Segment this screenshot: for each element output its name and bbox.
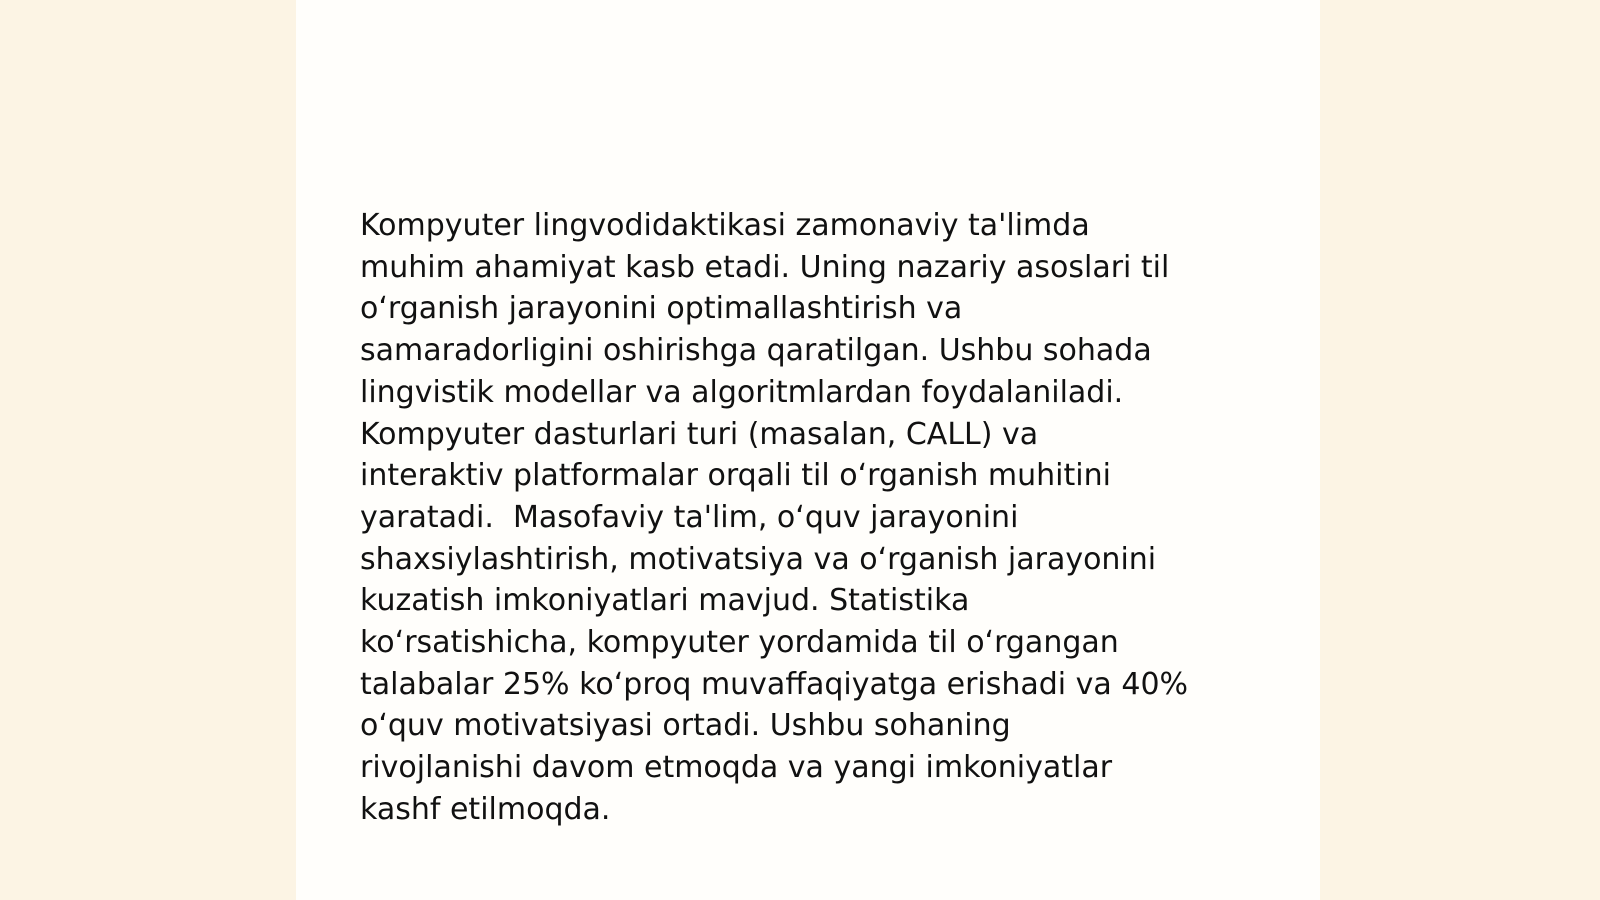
paragraph-line: Kompyuter dasturlari turi (masalan, CALL) va [360,416,1039,452]
paragraph-line: interaktiv platformalar orqali til oʻrganish muhitini [360,458,1111,494]
paragraph-line: koʻrsatishicha, kompyuter yordamida til oʻrgangan [360,625,1119,661]
paragraph-line: kashf etilmoqda. [360,791,611,827]
paragraph-line: shaxsiylashtirish, motivatsiya va oʻrganish jarayonini [360,541,1157,577]
paragraph-line: muhim ahamiyat kasb etadi. Uning nazariy asoslari til [360,249,1170,285]
paragraph-line: lingvistik modellar va algoritmlardan foydalaniladi. [360,374,1124,410]
right-margin-background [1320,0,1600,900]
body-paragraph [360,205,1260,831]
paragraph-line: rivojlanishi davom etmoqda va yangi imkoniyatlar [360,750,1113,786]
paragraph-line: oʻrganish jarayonini optimallashtirish va [360,291,963,327]
paragraph-line: oʻquv motivatsiyasi ortadi. Ushbu sohaning [360,708,1011,744]
paragraph-line: Kompyuter lingvodidaktikasi zamonaviy ta'limda [360,208,1090,243]
paragraph-line: samaradorligini oshirishga qaratilgan. Ushbu sohada [360,333,1152,369]
paragraph-line: kuzatish imkoniyatlari mavjud. Statistika [360,583,970,619]
paragraph-line: talabalar 25% koʻproq muvaffaqiyatga erishadi va 40% [360,666,1189,702]
left-margin-background [0,0,296,900]
paragraph-line: yaratadi. Masofaviy ta'lim, oʻquv jarayonini [360,499,1019,535]
